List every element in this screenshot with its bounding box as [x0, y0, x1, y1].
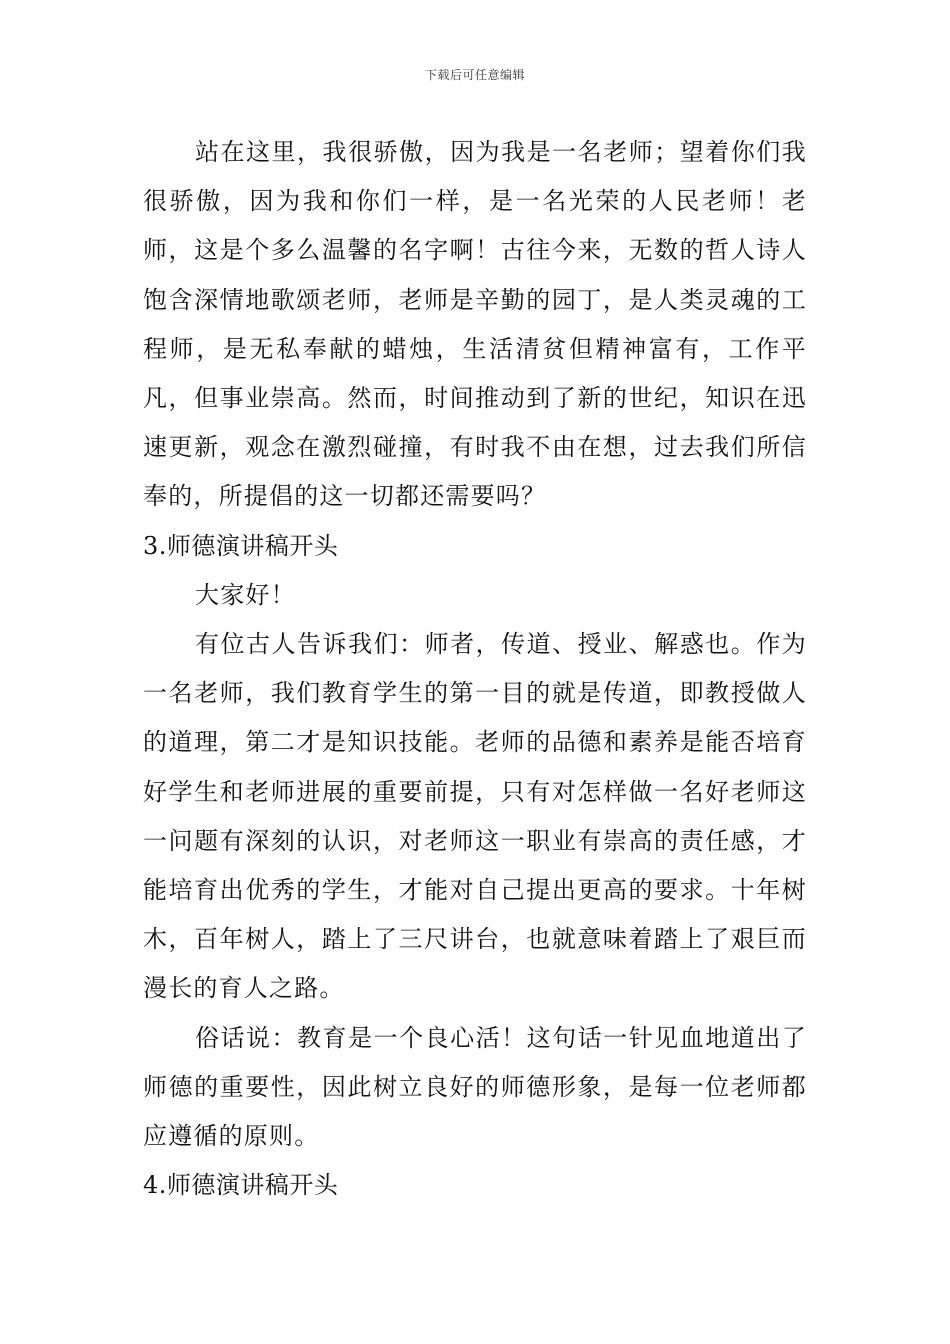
greeting-line: 大家好！: [195, 580, 296, 609]
section-heading-3: 3.师德演讲稿开头: [143, 531, 339, 560]
paragraph-ancient-teaching: 有位古人告诉我们：师者，传道、授业、解惑也。作为一名老师，我们教育学生的第一目的就是传道，即教授做人的道理，第二才是知识技能。老师的品德和素养是能否培育好学生和老师进展的重要前提，只有对怎样做一名好老师这一问题有深刻的认识，对老师这一职业有崇高的责任感，才能培育出优秀的学生，才能对自己提出更高的要求。十年树木，百年树人，踏上了三尺讲台，也就意味着踏上了艰巨而漫长的育人之路。: [143, 630, 807, 1003]
page-header: 下载后可任意编辑: [424, 68, 525, 82]
paragraph-proud-teacher: 站在这里，我很骄傲，因为我是一名老师；望着你们我很骄傲，因为我和你们一样，是一名光荣的人民老师！老师，这是个多么温馨的名字啊！古往今来，无数的哲人诗人饱含深情地歌颂老师，老师是辛勤的园丁，是人类灵魂的工程师，是无私奉献的蜡烛，生活清贫但精神富有，工作平凡，但事业崇高。然而，时间推动到了新的世纪，知识在迅速更新，观念在激烈碰撞，有时我不由在想，过去我们所信奉的，所提倡的这一切都还需要吗？: [143, 138, 807, 511]
document-body: [143, 128, 807, 1210]
section-heading-4: 4.师德演讲稿开头: [143, 1171, 339, 1200]
paragraph-conscience-work: 俗话说：教育是一个良心活！这句话一针见血地道出了师德的重要性，因此树立良好的师德形象，是每一位老师都应遵循的原则。: [143, 1023, 807, 1151]
